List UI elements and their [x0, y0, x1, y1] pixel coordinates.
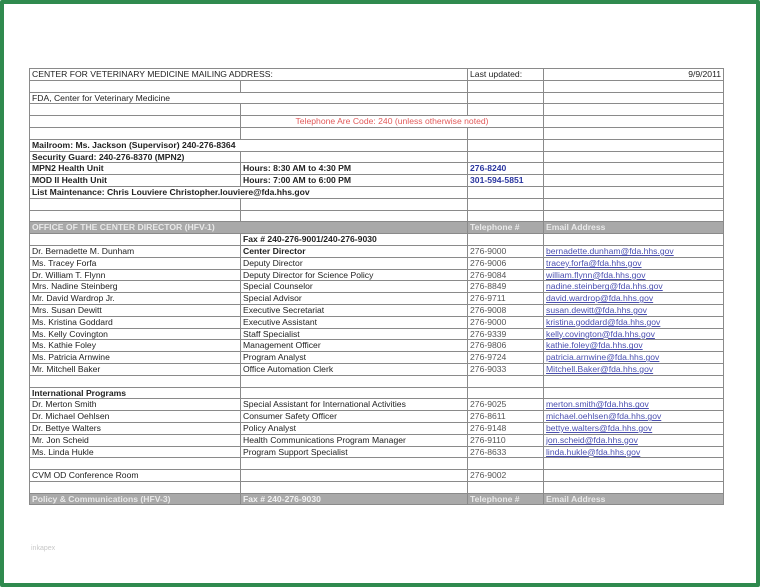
last-updated-value: 9/9/2011: [544, 69, 724, 81]
staff-name: Ms. Tracey Forfa: [30, 257, 241, 269]
blank-row: [30, 458, 724, 470]
blank-row: [30, 104, 724, 116]
staff-phone: 276-9724: [468, 352, 544, 364]
mpn2-hours: Hours: 8:30 AM to 4:30 PM: [241, 163, 468, 175]
table-row: [30, 281, 724, 293]
director-email-header: Email Address: [544, 222, 724, 234]
mpn2-row: [30, 163, 724, 175]
staff-title: Health Communications Program Manager: [241, 434, 468, 446]
staff-title: Management Officer: [241, 340, 468, 352]
staff-name: Mrs. Susan Dewitt: [30, 304, 241, 316]
staff-name: Mrs. Nadine Steinberg: [30, 281, 241, 293]
staff-title: Deputy Director: [241, 257, 468, 269]
mailing-title: CENTER FOR VETERINARY MEDICINE MAILING ADDRESS:: [30, 69, 468, 81]
policy-header-row: [30, 493, 724, 505]
list-maintenance: List Maintenance: Chris Louviere Christopher.louviere@fda.hhs.gov: [30, 186, 468, 198]
director-section-title: OFFICE OF THE CENTER DIRECTOR (HFV-1): [30, 222, 468, 234]
mpn2-label: MPN2 Health Unit: [30, 163, 241, 175]
staff-email-link[interactable]: kelly.covington@fda.hhs.gov: [544, 328, 724, 340]
mailroom-row: [30, 139, 724, 151]
staff-title: Special Counselor: [241, 281, 468, 293]
security-info: Security Guard: 240-276-8370 (MPN2): [30, 151, 241, 163]
staff-phone: 276-9000: [468, 316, 544, 328]
staff-name: Mr. Jon Scheid: [30, 434, 241, 446]
staff-name: Ms. Kathie Foley: [30, 340, 241, 352]
table-row: [30, 245, 724, 257]
conference-room-phone: 276-9002: [468, 470, 544, 482]
blank-row: [30, 127, 724, 139]
staff-phone: 276-9006: [468, 257, 544, 269]
staff-email-link[interactable]: nadine.steinberg@fda.hhs.gov: [544, 281, 724, 293]
staff-name: Ms. Linda Hukle: [30, 446, 241, 458]
staff-email-link[interactable]: bernadette.dunham@fda.hhs.gov: [544, 245, 724, 257]
staff-title: Program Analyst: [241, 352, 468, 364]
policy-phone-header: Telephone #: [468, 493, 544, 505]
staff-name: Dr. Michael Oehlsen: [30, 411, 241, 423]
blank-row: [30, 198, 724, 210]
international-heading-row: [30, 387, 724, 399]
staff-title: Special Advisor: [241, 293, 468, 305]
table-row: [30, 257, 724, 269]
staff-name: Ms. Kristina Goddard: [30, 316, 241, 328]
table-row: [30, 363, 724, 375]
staff-title: Center Director: [241, 245, 468, 257]
staff-email-link[interactable]: linda.hukle@fda.hhs.gov: [544, 446, 724, 458]
international-heading: International Programs: [30, 387, 241, 399]
staff-title: Executive Assistant: [241, 316, 468, 328]
staff-title: Staff Specialist: [241, 328, 468, 340]
staff-email-link[interactable]: david.wardrop@fda.hhs.gov: [544, 293, 724, 305]
staff-phone: 276-9033: [468, 363, 544, 375]
blank-row: [30, 80, 724, 92]
staff-phone: 276-9025: [468, 399, 544, 411]
blank-row: [30, 481, 724, 493]
mod-label: MOD II Health Unit: [30, 175, 241, 187]
staff-email-link[interactable]: jon.scheid@fda.hhs.gov: [544, 434, 724, 446]
director-phone-header: Telephone #: [468, 222, 544, 234]
table-row: [30, 269, 724, 281]
staff-email-link[interactable]: bettye.walters@fda.hhs.gov: [544, 422, 724, 434]
conference-room-name: CVM OD Conference Room: [30, 470, 241, 482]
staff-phone: 276-9084: [468, 269, 544, 281]
table-row: [30, 328, 724, 340]
staff-name: Mr. Mitchell Baker: [30, 363, 241, 375]
staff-name: Dr. William T. Flynn: [30, 269, 241, 281]
table-row: [30, 434, 724, 446]
director-fax: Fax # 240-276-9001/240-276-9030: [241, 234, 468, 246]
table-row: [30, 293, 724, 305]
blank-row: [30, 210, 724, 222]
staff-name: Ms. Kelly Covington: [30, 328, 241, 340]
mailing-list-table: [29, 68, 724, 505]
watermark: inkapex: [31, 545, 56, 552]
staff-email-link[interactable]: tracey.forfa@fda.hhs.gov: [544, 257, 724, 269]
security-row: [30, 151, 724, 163]
staff-email-link[interactable]: kathie.foley@fda.hhs.gov: [544, 340, 724, 352]
table-row: [30, 446, 724, 458]
staff-email-link[interactable]: kristina.goddard@fda.hhs.gov: [544, 316, 724, 328]
table-row: [30, 340, 724, 352]
staff-email-link[interactable]: patricia.arnwine@fda.hhs.gov: [544, 352, 724, 364]
policy-section-title: Policy & Communications (HFV-3): [30, 493, 241, 505]
staff-email-link[interactable]: susan.dewitt@fda.hhs.gov: [544, 304, 724, 316]
staff-email-link[interactable]: merton.smith@fda.hhs.gov: [544, 399, 724, 411]
staff-phone: 276-9806: [468, 340, 544, 352]
staff-title: Office Automation Clerk: [241, 363, 468, 375]
staff-phone: 276-8633: [468, 446, 544, 458]
mod-row: [30, 175, 724, 187]
staff-email-link[interactable]: Mitchell.Baker@fda.hhs.gov: [544, 363, 724, 375]
staff-email-link[interactable]: william.flynn@fda.hhs.gov: [544, 269, 724, 281]
staff-phone: 276-9148: [468, 422, 544, 434]
staff-phone: 276-9000: [468, 245, 544, 257]
staff-title: Deputy Director for Science Policy: [241, 269, 468, 281]
table-row: [30, 304, 724, 316]
mod-hours: Hours: 7:00 AM to 6:00 PM: [241, 175, 468, 187]
staff-phone: 276-9339: [468, 328, 544, 340]
director-header-row: [30, 222, 724, 234]
list-maintenance-row: [30, 186, 724, 198]
staff-phone: 276-9711: [468, 293, 544, 305]
table-row: [30, 411, 724, 423]
mpn2-phone: 276-8240: [468, 163, 544, 175]
staff-phone: 276-8849: [468, 281, 544, 293]
blank-row: [30, 375, 724, 387]
staff-name: Dr. Bettye Walters: [30, 422, 241, 434]
staff-title: Consumer Safety Officer: [241, 411, 468, 423]
area-code-note: Telephone Are Code: 240 (unless otherwise noted): [241, 116, 544, 128]
staff-title: Policy Analyst: [241, 422, 468, 434]
staff-phone: 276-9008: [468, 304, 544, 316]
director-fax-row: [30, 234, 724, 246]
staff-phone: 276-9110: [468, 434, 544, 446]
staff-name: Dr. Bernadette M. Dunham: [30, 245, 241, 257]
conference-row: [30, 470, 724, 482]
table-row: [30, 352, 724, 364]
staff-title: Program Support Specialist: [241, 446, 468, 458]
table-row: [30, 316, 724, 328]
mod-phone: 301-594-5851: [468, 175, 544, 187]
staff-name: Mr. David Wardrop Jr.: [30, 293, 241, 305]
title-row: [30, 69, 724, 81]
policy-email-header: Email Address: [544, 493, 724, 505]
org-name: FDA, Center for Veterinary Medicine: [30, 92, 468, 104]
org-row: [30, 92, 724, 104]
staff-title: Executive Secretariat: [241, 304, 468, 316]
mailroom-info: Mailroom: Ms. Jackson (Supervisor) 240-276-8364: [30, 139, 468, 151]
staff-title: Special Assistant for International Activities: [241, 399, 468, 411]
staff-name: Dr. Merton Smith: [30, 399, 241, 411]
area-code-row: [30, 116, 724, 128]
table-row: [30, 399, 724, 411]
staff-email-link[interactable]: michael.oehlsen@fda.hhs.gov: [544, 411, 724, 423]
staff-phone: 276-8611: [468, 411, 544, 423]
last-updated-label: Last updated:: [468, 69, 544, 81]
staff-name: Ms. Patricia Arnwine: [30, 352, 241, 364]
policy-fax: Fax # 240-276-9030: [241, 493, 468, 505]
table-row: [30, 422, 724, 434]
